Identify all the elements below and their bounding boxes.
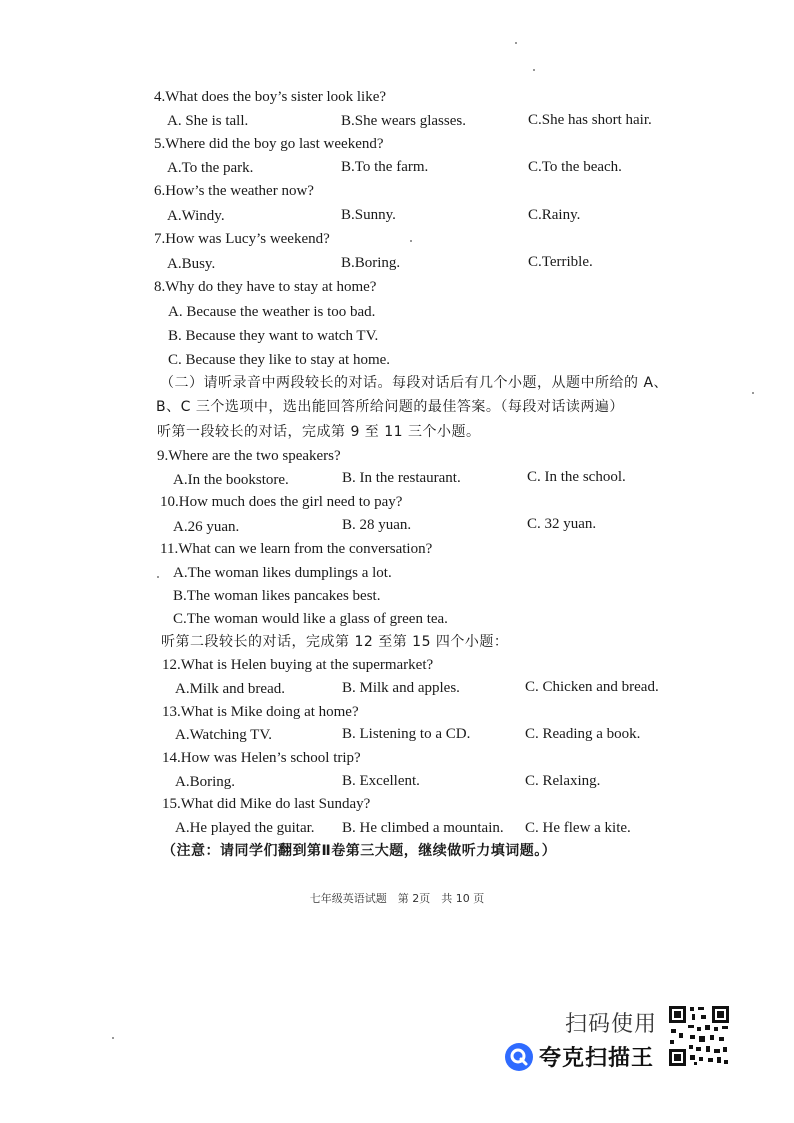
q7-option-a: A.Busy. [167,256,216,272]
question-9: 9.Where are the two speakers? [157,448,341,464]
scanner-watermark [505,1005,745,1075]
q11-option-a: A.The woman likes dumplings a lot. [173,565,392,581]
q9-option-c: C. In the school. [527,469,626,485]
question-10: 10.How much does the girl need to pay? [160,494,403,510]
q8-option-c: C. Because they like to stay at home. [168,352,391,368]
question-13: 13.What is Mike doing at home? [162,704,359,720]
q13-option-c: C. Reading a book. [525,726,641,742]
scan-speck [157,576,159,578]
q6-option-c: C.Rainy. [528,207,581,223]
q14-option-a: A.Boring. [175,774,235,790]
q11-option-c: C.The woman would like a glass of green tea. [173,611,448,627]
scan-speck [410,240,412,242]
q9-option-b: B. In the restaurant. [342,470,461,486]
question-8: 8.Why do they have to stay at home? [154,279,377,295]
watermark-caption: 扫码使用 [565,1012,658,1037]
question-15: 15.What did Mike do last Sunday? [162,796,371,812]
dialog2-intro: 听第二段较长的对话，完成第 12 至第 15 四个小题： [161,634,509,650]
q6-option-a: A.Windy. [167,208,225,224]
scan-speck [112,1037,114,1039]
watermark-brand-row [505,1041,654,1072]
q5-option-c: C.To the beach. [528,159,622,175]
question-6: 6.How’s the weather now? [154,183,314,199]
q11-option-b: B.The woman likes pancakes best. [173,588,381,604]
scan-speck [752,392,754,394]
q10-option-c: C. 32 yuan. [527,516,597,532]
q5-option-b: B.To the farm. [341,159,429,175]
q12-option-c: C. Chicken and bread. [525,679,659,695]
scan-speck [515,42,517,44]
question-11: 11.What can we learn from the conversation? [160,541,433,557]
q14-option-c: C. Relaxing. [525,773,601,789]
question-14: 14.How was Helen’s school trip? [162,750,361,766]
q7-option-c: C.Terrible. [528,254,593,270]
q6-option-b: B.Sunny. [341,207,396,223]
q13-option-b: B. Listening to a CD. [342,726,471,742]
q4-option-a: A. She is tall. [167,113,249,129]
q10-option-b: B. 28 yuan. [342,517,412,533]
q13-option-a: A.Watching TV. [175,727,272,743]
quark-logo-icon [505,1043,533,1071]
scan-speck [533,69,535,71]
watermark-brand-name: 夸克扫描王 [539,1046,655,1071]
q15-option-a: A.He played the guitar. [175,820,315,836]
qr-code-icon [668,1005,730,1067]
page-footer: 七年级英语试题 第 2页 共 10 页 [309,892,485,905]
instruction-note: （注意：请同学们翻到第Ⅱ卷第三大题，继续做听力填词题。） [162,843,557,859]
question-5: 5.Where did the boy go last weekend? [154,136,384,152]
q12-option-b: B. Milk and apples. [342,680,460,696]
q15-option-b: B. He climbed a mountain. [342,820,504,836]
section2-heading-line2: B、C 三个选项中，选出能回答所给问题的最佳答案。（每段对话读两遍） [156,399,624,415]
q8-option-b: B. Because they want to watch TV. [168,328,379,344]
q14-option-b: B. Excellent. [342,773,420,789]
question-7: 7.How was Lucy’s weekend? [154,231,330,247]
q5-option-a: A.To the park. [167,160,254,176]
q8-option-a: A. Because the weather is too bad. [168,304,376,320]
q9-option-a: A.In the bookstore. [173,472,289,488]
dialog1-intro: 听第一段较长的对话，完成第 9 至 11 三个小题。 [157,424,481,440]
q4-option-c: C.She has short hair. [528,112,652,128]
q4-option-b: B.She wears glasses. [341,113,466,129]
q15-option-c: C. He flew a kite. [525,820,631,836]
q12-option-a: A.Milk and bread. [175,681,285,697]
question-12: 12.What is Helen buying at the supermarket? [162,657,434,673]
question-4: 4.What does the boy’s sister look like? [154,89,387,105]
q7-option-b: B.Boring. [341,255,401,271]
q10-option-a: A.26 yuan. [173,519,240,535]
section2-heading-line1: （二）请听录音中两段较长的对话。每段对话后有几个小题，从题中所给的 A、 [160,375,669,391]
